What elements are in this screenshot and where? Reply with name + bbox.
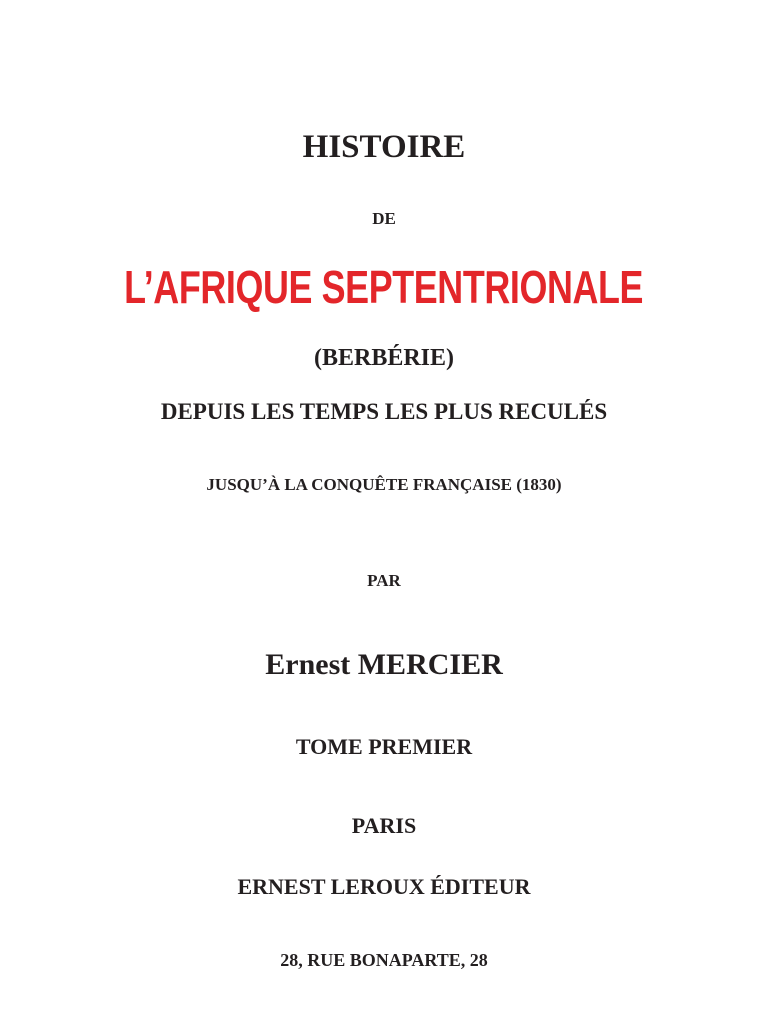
publisher-name: ERNEST LEROUX ÉDITEUR [237,874,531,899]
main-title-text: L’AFRIQUE SEPTENTRIONALE [124,261,644,313]
title-de: DE [372,209,396,228]
publication-city: PARIS [351,813,417,838]
subtitle-depuis: DEPUIS LES TEMPS LES PLUS RECULÉS [160,399,608,424]
author-name: Ernest MERCIER [265,648,503,681]
by-line: PAR [367,571,401,590]
subtitle-berberie: (BERBÉRIE) [313,345,455,371]
subtitle-jusqu: JUSQU’À LA CONQUÊTE FRANÇAISE (1830) [206,475,562,494]
main-title [0,261,768,313]
volume-label: TOME PREMIER [295,734,473,759]
title-histoire: HISTOIRE [302,129,466,165]
publisher-address: 28, RUE BONAPARTE, 28 [280,950,488,970]
